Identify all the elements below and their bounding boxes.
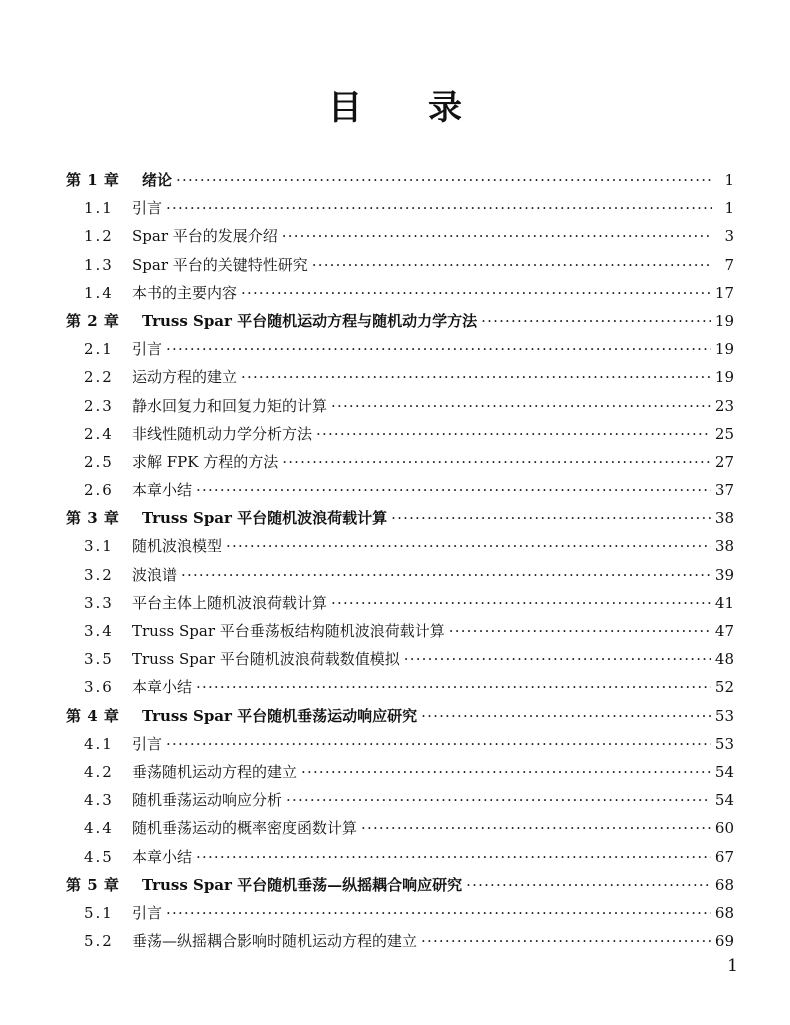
toc-entry-title: 随机垂荡运动响应分析: [132, 791, 283, 810]
dot-leader: [196, 673, 711, 701]
dot-leader: [481, 307, 711, 335]
toc-entry-title: Truss Spar 平台随机波浪荷载计算: [142, 509, 388, 528]
dot-leader: [286, 786, 711, 814]
dot-leader: [196, 476, 711, 504]
toc-entry-title: 随机波浪模型: [132, 537, 223, 556]
toc-entry-number: 3.4: [84, 622, 114, 640]
toc-chapter-row: [66, 504, 734, 532]
dot-leader: [166, 730, 711, 758]
dot-leader: [404, 645, 711, 673]
toc-section-row: [66, 532, 734, 560]
toc-entry-title: 非线性随机动力学分析方法: [132, 424, 313, 443]
toc-entry-page: 27: [714, 452, 734, 471]
toc-section-row: [66, 927, 734, 955]
toc-entry-number: 1.4: [84, 283, 114, 302]
dot-leader: [176, 166, 712, 194]
dot-leader: [421, 927, 711, 955]
toc-entry-page: 19: [714, 368, 734, 387]
toc-section-row: [66, 843, 734, 871]
toc-entry-title: 本书的主要内容: [132, 283, 238, 302]
toc-entry-number: 2.2: [84, 368, 114, 387]
toc-entry-page: 19: [714, 311, 734, 330]
dot-leader: [316, 420, 711, 448]
toc-entry-page: 53: [714, 706, 734, 725]
toc-entry-page: 68: [714, 903, 734, 922]
toc-entry-title: Truss Spar 平台随机运动方程与随机动力学方法: [142, 311, 478, 330]
toc-section-row: [66, 335, 734, 363]
toc-entry-title: Spar 平台的发展介绍: [132, 227, 278, 246]
toc-entry-number: 5.2: [84, 932, 114, 951]
toc-entry-number: 4.2: [84, 762, 114, 781]
toc-entry-number: 1.2: [84, 227, 114, 246]
toc-entry-page: 54: [714, 791, 734, 810]
footer-page-number: 1: [727, 956, 738, 976]
toc-section-row: [66, 730, 734, 758]
toc-entry-page: 47: [714, 622, 734, 640]
toc-section-row: [66, 420, 734, 448]
dot-leader: [466, 871, 711, 899]
toc-entry-title: 引言: [132, 199, 163, 218]
dot-leader: [241, 279, 711, 307]
toc-entry-number: 第 2 章: [66, 311, 120, 330]
page-title: 目录: [328, 88, 528, 128]
toc-entry-title: 本章小结: [132, 481, 193, 500]
toc-entry-number: 1.1: [84, 199, 114, 218]
dot-leader: [181, 561, 711, 589]
toc-entry-number: 第 3 章: [66, 509, 120, 528]
toc-entry-page: 39: [714, 565, 734, 584]
toc-entry-page: 1: [724, 199, 734, 218]
toc-section-row: [66, 448, 734, 476]
dot-leader: [312, 251, 712, 279]
toc-entry-title: 静水回复力和回复力矩的计算: [132, 396, 328, 415]
toc-chapter-row: [66, 307, 734, 335]
toc-entry-number: 4.4: [84, 819, 114, 838]
dot-leader: [421, 702, 711, 730]
toc-entry-number: 4.5: [84, 847, 114, 866]
toc-entry-number: 2.5: [84, 452, 114, 471]
toc-entry-number: 4.1: [84, 734, 114, 753]
table-of-contents: [66, 166, 734, 955]
toc-entry-number: 2.4: [84, 424, 114, 443]
toc-entry-page: 60: [714, 819, 734, 838]
toc-entry-title: 引言: [132, 903, 163, 922]
dot-leader: [241, 363, 711, 391]
toc-entry-title: 绪论: [142, 171, 173, 189]
toc-entry-title: 运动方程的建立: [132, 368, 238, 387]
toc-entry-number: 4.3: [84, 791, 114, 810]
toc-entry-page: 67: [714, 847, 734, 866]
toc-entry-title: 本章小结: [132, 847, 193, 866]
toc-entry-number: 3.5: [84, 650, 114, 669]
toc-section-row: [66, 786, 734, 814]
toc-entry-number: 2.6: [84, 481, 114, 500]
dot-leader: [226, 532, 711, 560]
toc-entry-page: 17: [714, 283, 734, 302]
toc-section-row: [66, 476, 734, 504]
toc-entry-number: 第 1 章: [66, 171, 120, 189]
toc-entry-number: 1.3: [84, 255, 114, 274]
toc-entry-title: 垂荡随机运动方程的建立: [132, 762, 298, 781]
dot-leader: [166, 899, 711, 927]
toc-entry-number: 3.6: [84, 678, 114, 697]
dot-leader: [331, 392, 711, 420]
toc-entry-number: 5.1: [84, 903, 114, 922]
toc-section-row: [66, 194, 734, 222]
toc-section-row: [66, 814, 734, 842]
toc-entry-page: 53: [714, 734, 734, 753]
dot-leader: [196, 843, 711, 871]
toc-entry-page: 68: [714, 875, 734, 894]
dot-leader: [166, 194, 712, 222]
dot-leader: [361, 814, 711, 842]
toc-entry-page: 54: [714, 762, 734, 781]
toc-entry-page: 25: [714, 424, 734, 443]
toc-section-row: [66, 899, 734, 927]
dot-leader: [282, 448, 711, 476]
toc-section-row: [66, 673, 734, 701]
toc-entry-title: Truss Spar 平台随机波浪荷载数值模拟: [132, 650, 400, 669]
dot-leader: [449, 617, 711, 645]
toc-chapter-row: [66, 871, 734, 899]
toc-entry-number: 第 4 章: [66, 706, 120, 725]
toc-entry-page: 19: [714, 340, 734, 359]
toc-entry-number: 3.2: [84, 565, 114, 584]
toc-entry-title: Truss Spar 平台随机垂荡—纵摇耦合响应研究: [142, 875, 463, 894]
toc-entry-title: 引言: [132, 734, 163, 753]
toc-entry-title: 垂荡—纵摇耦合影响时随机运动方程的建立: [132, 932, 418, 951]
toc-section-row: [66, 617, 734, 645]
toc-entry-page: 69: [714, 932, 734, 951]
toc-section-row: [66, 279, 734, 307]
dot-leader: [391, 504, 711, 532]
toc-entry-number: 3.1: [84, 537, 114, 556]
toc-section-row: [66, 222, 734, 250]
toc-entry-page: 23: [714, 396, 734, 415]
toc-section-row: [66, 561, 734, 589]
toc-section-row: [66, 392, 734, 420]
toc-entry-title: Spar 平台的关键特性研究: [132, 255, 308, 274]
toc-section-row: [66, 589, 734, 617]
toc-entry-page: 1: [724, 171, 734, 189]
toc-entry-page: 37: [714, 481, 734, 500]
toc-entry-title: 平台主体上随机波浪荷载计算: [132, 593, 328, 612]
toc-section-row: [66, 251, 734, 279]
toc-entry-title: Truss Spar 平台随机垂荡运动响应研究: [142, 706, 418, 725]
toc-entry-page: 41: [714, 593, 734, 612]
toc-entry-page: 3: [724, 227, 734, 246]
toc-entry-page: 52: [714, 678, 734, 697]
toc-section-row: [66, 645, 734, 673]
toc-chapter-row: [66, 702, 734, 730]
toc-entry-page: 48: [714, 650, 734, 669]
toc-section-row: [66, 363, 734, 391]
toc-entry-number: 3.3: [84, 593, 114, 612]
toc-chapter-row: [66, 166, 734, 194]
toc-entry-number: 第 5 章: [66, 875, 120, 894]
toc-entry-title: 随机垂荡运动的概率密度函数计算: [132, 819, 358, 838]
dot-leader: [282, 222, 712, 250]
dot-leader: [331, 589, 711, 617]
toc-section-row: [66, 758, 734, 786]
toc-entry-number: 2.3: [84, 396, 114, 415]
toc-entry-title: Truss Spar 平台垂荡板结构随机波浪荷载计算: [132, 622, 445, 640]
toc-entry-title: 引言: [132, 340, 163, 359]
toc-entry-title: 求解 FPK 方程的方法: [132, 452, 279, 471]
dot-leader: [301, 758, 711, 786]
toc-entry-page: 38: [714, 509, 734, 528]
toc-entry-number: 2.1: [84, 340, 114, 359]
toc-entry-page: 7: [724, 255, 734, 274]
toc-entry-page: 38: [714, 537, 734, 556]
toc-entry-title: 波浪谱: [132, 565, 178, 584]
dot-leader: [166, 335, 711, 363]
toc-entry-title: 本章小结: [132, 678, 193, 697]
